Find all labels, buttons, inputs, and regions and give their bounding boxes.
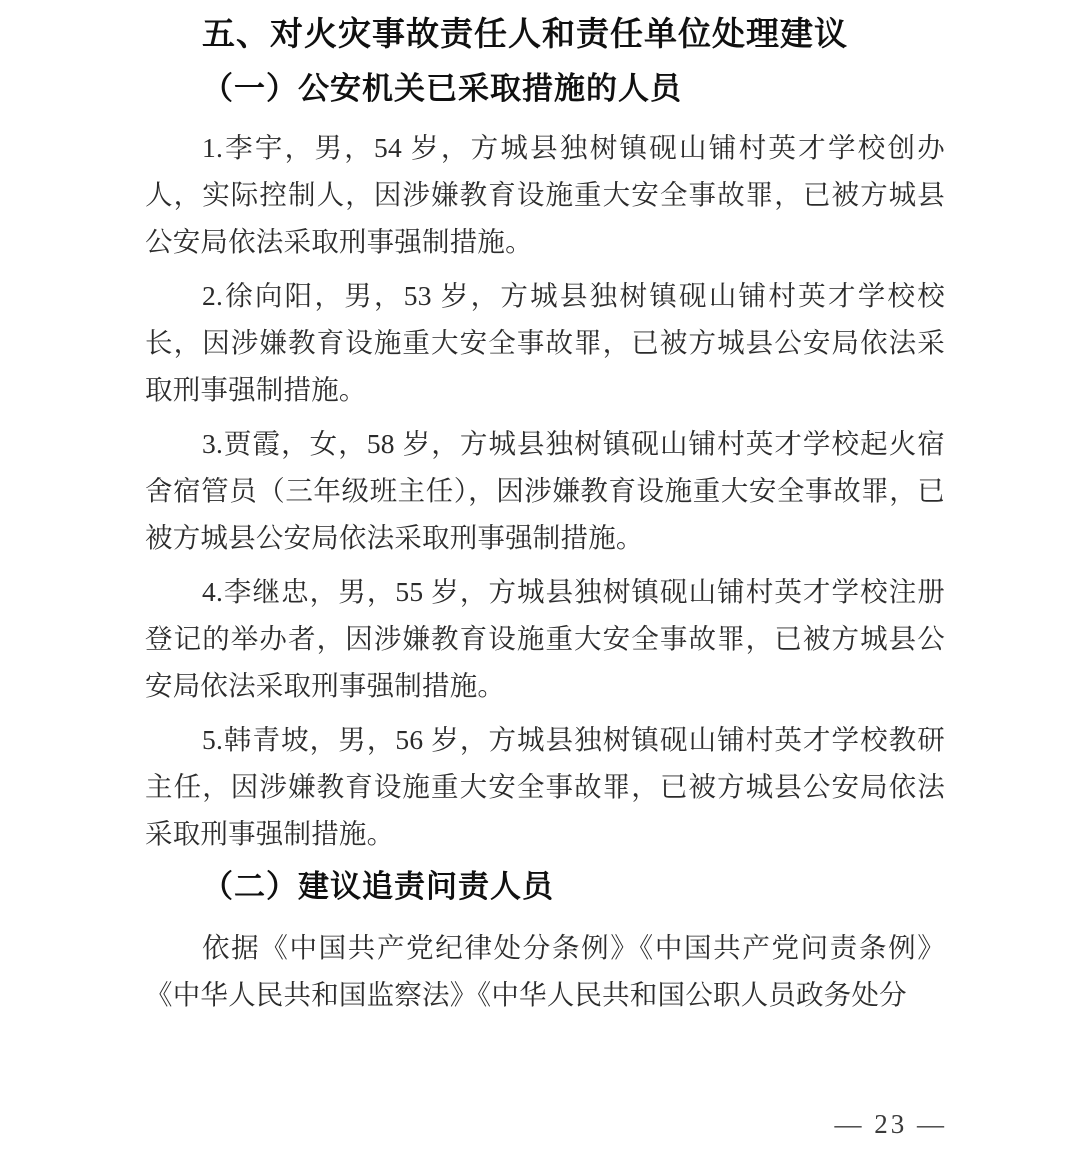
page-number: — 23 — (834, 1109, 947, 1139)
paragraph-person-4: 4.李继忠，男，55 岁，方城县独树镇砚山铺村英才学校注册登记的举办者，因涉嫌教育设施重大安全事故罪，已被方城县公安局依法采取刑事强制措施。 (145, 576, 945, 701)
paragraph-person-2: 2.徐向阳，男，53 岁，方城县独树镇砚山铺村英才学校校长，因涉嫌教育设施重大安全事故罪，已被方城县公安局依法采取刑事强制措施。 (145, 280, 945, 405)
paragraph-person-5: 5.韩青坡，男，56 岁，方城县独树镇砚山铺村英才学校教研主任，因涉嫌教育设施重大安全事故罪，已被方城县公安局依法采取刑事强制措施。 (145, 724, 945, 849)
section-title: 五、对火灾事故责任人和责任单位处理建议 (202, 17, 848, 53)
paragraph-person-1: 1.李宇，男，54 岁，方城县独树镇砚山铺村英才学校创办人，实际控制人，因涉嫌教育设施重大安全事故罪，已被方城县公安局依法采取刑事强制措施。 (145, 132, 945, 257)
subsection-heading-2: （二）建议追责问责人员 (202, 869, 554, 904)
paragraph-person-3: 3.贾霞，女，58 岁，方城县独树镇砚山铺村英才学校起火宿舍宿管员（三年级班主任），因涉嫌教育设施重大安全事故罪，已被方城县公安局依法采取刑事强制措施。 (145, 428, 945, 553)
subsection-heading-1: （一）公安机关已采取措施的人员 (202, 71, 682, 106)
paragraph-legal-basis: 依据《中国共产党纪律处分条例》《中国共产党问责条例》《中华人民共和国监察法》《中华人民共和国公职人员政务处分 (145, 932, 945, 1010)
